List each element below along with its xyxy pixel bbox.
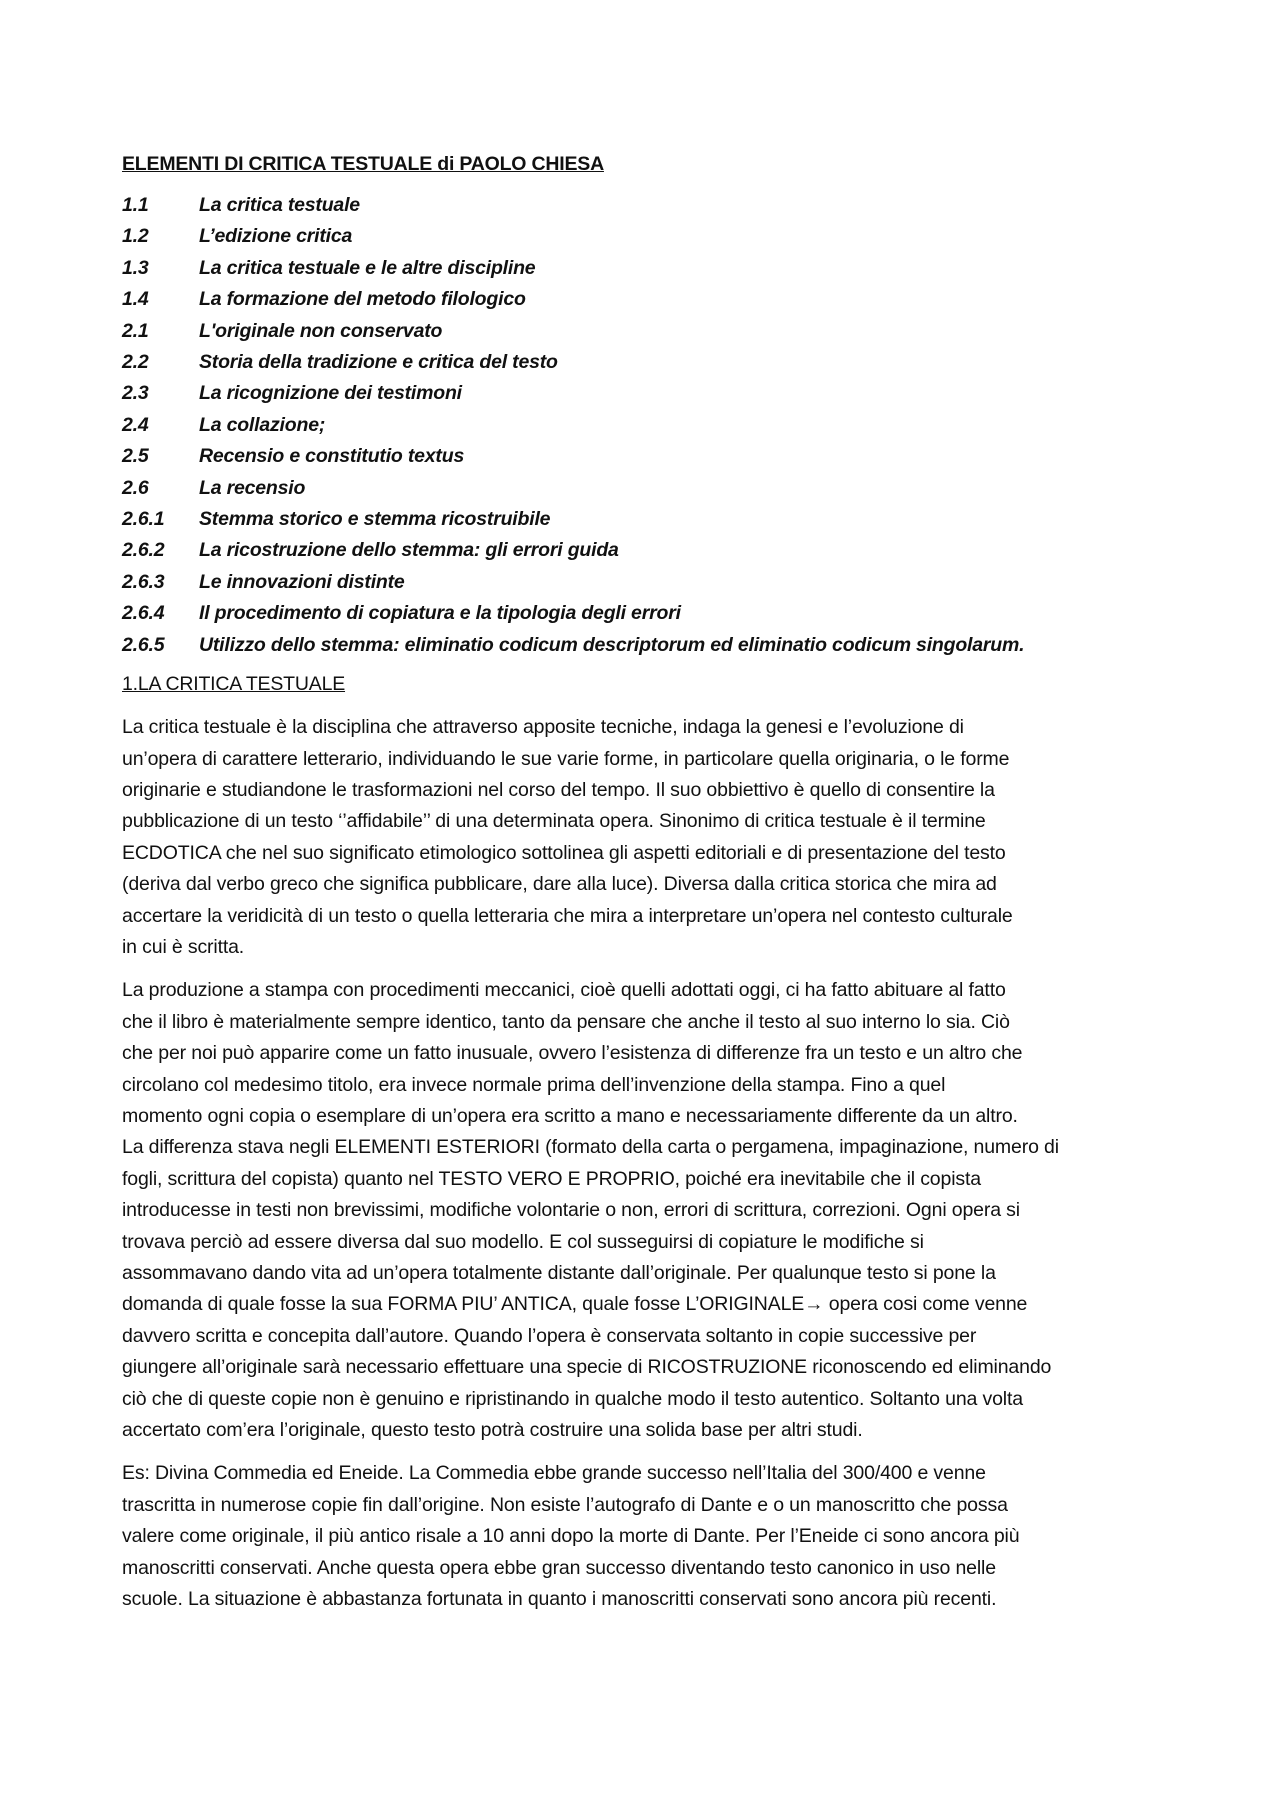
document-page	[122, 150, 1167, 1627]
toc-number: 2.6	[122, 476, 149, 499]
toc-label: Storia della tradizione e critica del testo	[199, 351, 558, 374]
toc-item	[122, 473, 1167, 504]
toc-item	[122, 253, 1167, 284]
toc-number: 2.6.2	[122, 539, 165, 562]
toc-item	[122, 190, 1167, 221]
toc-label: La formazione del metodo filologico	[199, 288, 526, 311]
toc-number: 2.6.4	[122, 602, 165, 625]
toc-number: 2.6.5	[122, 633, 165, 656]
toc-item	[122, 378, 1167, 409]
toc-label: L'originale non conservato	[199, 319, 443, 342]
toc-item	[122, 567, 1167, 598]
toc-number: 1.4	[122, 288, 149, 311]
toc-number: 2.1	[122, 319, 149, 342]
toc-number: 2.4	[122, 413, 149, 436]
section-heading: 1.LA CRITICA TESTUALE	[122, 673, 346, 696]
toc-label: Recensio e constitutio textus	[199, 445, 465, 468]
toc-item	[122, 630, 1167, 661]
toc-number: 1.2	[122, 225, 149, 248]
toc-label: Utilizzo dello stemma: eliminatio codicum descriptorum ed eliminatio codicum singolarum.	[199, 633, 1025, 656]
toc-label: Il procedimento di copiatura e la tipologia degli errori	[199, 602, 681, 625]
document-title: ELEMENTI DI CRITICA TESTUALE di PAOLO CHIESA	[122, 153, 604, 175]
toc-number: 2.5	[122, 445, 149, 468]
toc-item	[122, 410, 1167, 441]
toc-label: La ricognizione dei testimoni	[199, 382, 462, 405]
table-of-contents	[122, 190, 1167, 661]
toc-number: 2.3	[122, 382, 149, 405]
toc-label: L’edizione critica	[199, 225, 353, 248]
body-paragraph: La produzione a stampa con procedimenti meccanici, cioè quelli adottati oggi, ci ha fatto abituare al fatto che il libro è materialmente sempre identico, tanto da pensare che anche il testo al suo interno lo sia. Ciò che per noi può apparire come un fatto inusuale, ovvero l’esistenza di differenze fra un testo e un altro che circolano col medesimo titolo, era invece normale prima dell’invenzione della stampa. Fino a quel momento ogni copia o esemplare di un’opera era scritto a mano e necessariamente differente da un altro. La differenza stava negli ELEMENTI ESTERIORI (formato della carta o pergamena, impaginazione, numero di fogli, scrittura del copista) quanto nel TESTO VERO E PROPRIO, poiché era inevitabile che il copista introducesse in testi non brevissimi, modifiche volontarie o non, errori di scrittura, correzioni. Ogni opera si trovava perciò ad essere diversa dal suo modello. E col susseguirsi di copiature le modifiche si assommavano dando vita ad un’opera totalmente distante dall’originale. Per qualunque testo si pone la domanda di quale fosse la sua FORMA PIU’ ANTICA, quale fosse L’ORIGINALE→ opera cosi come venne davvero scritta e concepita dall’autore. Quando l’opera è conservata soltanto in copie successive per giungere all’originale sarà necessario effettuare una specie di RICOSTRUZIONE riconoscendo ed eliminando ciò che di queste copie non è genuino e ripristinando in qualche modo il testo autentico. Soltanto una volta accertato com’era l’originale, questo testo potrà costruire una solida base per altri studi.	[122, 979, 1059, 1442]
toc-label: Le innovazioni distinte	[199, 570, 405, 593]
toc-label: La recensio	[199, 476, 306, 499]
toc-item	[122, 441, 1167, 472]
body-paragraph: Es: Divina Commedia ed Eneide. La Commedia ebbe grande successo nell’Italia del 300/400 e venne trascritta in numerose copie fin dall’origine. Non esiste l’autografo di Dante e o un manoscritto che possa valere come originale, il più antico risale a 10 anni dopo la morte di Dante. Per l’Eneide ci sono ancora più manoscritti conservati. Anche questa opera ebbe gran successo diventando testo canonico in uso nelle scuole. La situazione è abbastanza fortunata in quanto i manoscritti conservati sono ancora più recenti.	[122, 1462, 1020, 1611]
toc-label: La critica testuale	[199, 194, 360, 216]
toc-item	[122, 221, 1167, 252]
toc-label: La critica testuale e le altre discipline	[199, 256, 536, 279]
toc-item	[122, 284, 1167, 315]
toc-item	[122, 316, 1167, 347]
toc-number: 2.2	[122, 351, 149, 374]
toc-item	[122, 535, 1167, 566]
body-paragraph: La critica testuale è la disciplina che attraverso apposite tecniche, indaga la genesi e l’evoluzione di un’opera di carattere letterario, individuando le sue varie forme, in particolare quella originaria, o le forme originarie e studiandone le trasformazioni nel corso del tempo. Il suo obbiettivo è quello di consentire la pubblicazione di un testo ‘’affidabile’’ di una determinata opera. Sinonimo di critica testuale è il termine ECDOTICA che nel suo significato etimologico sottolinea gli aspetti editoriali e di presentazione del testo (deriva dal verbo greco che significa pubblicare, dare alla luce). Diversa dalla critica storica che mira ad accertare la veridicità di un testo o quella letteraria che mira a interpretare un’opera nel contesto culturale in cui è scritta.	[122, 716, 1013, 958]
toc-item	[122, 347, 1167, 378]
toc-label: Stemma storico e stemma ricostruibile	[199, 508, 551, 531]
toc-item	[122, 504, 1167, 535]
toc-item	[122, 598, 1167, 629]
toc-number: 1.3	[122, 256, 149, 279]
toc-number: 1.1	[122, 194, 149, 216]
toc-number: 2.6.1	[122, 508, 165, 531]
toc-number: 2.6.3	[122, 570, 165, 593]
toc-label: La ricostruzione dello stemma: gli errori guida	[199, 539, 619, 562]
toc-label: La collazione;	[199, 413, 326, 436]
